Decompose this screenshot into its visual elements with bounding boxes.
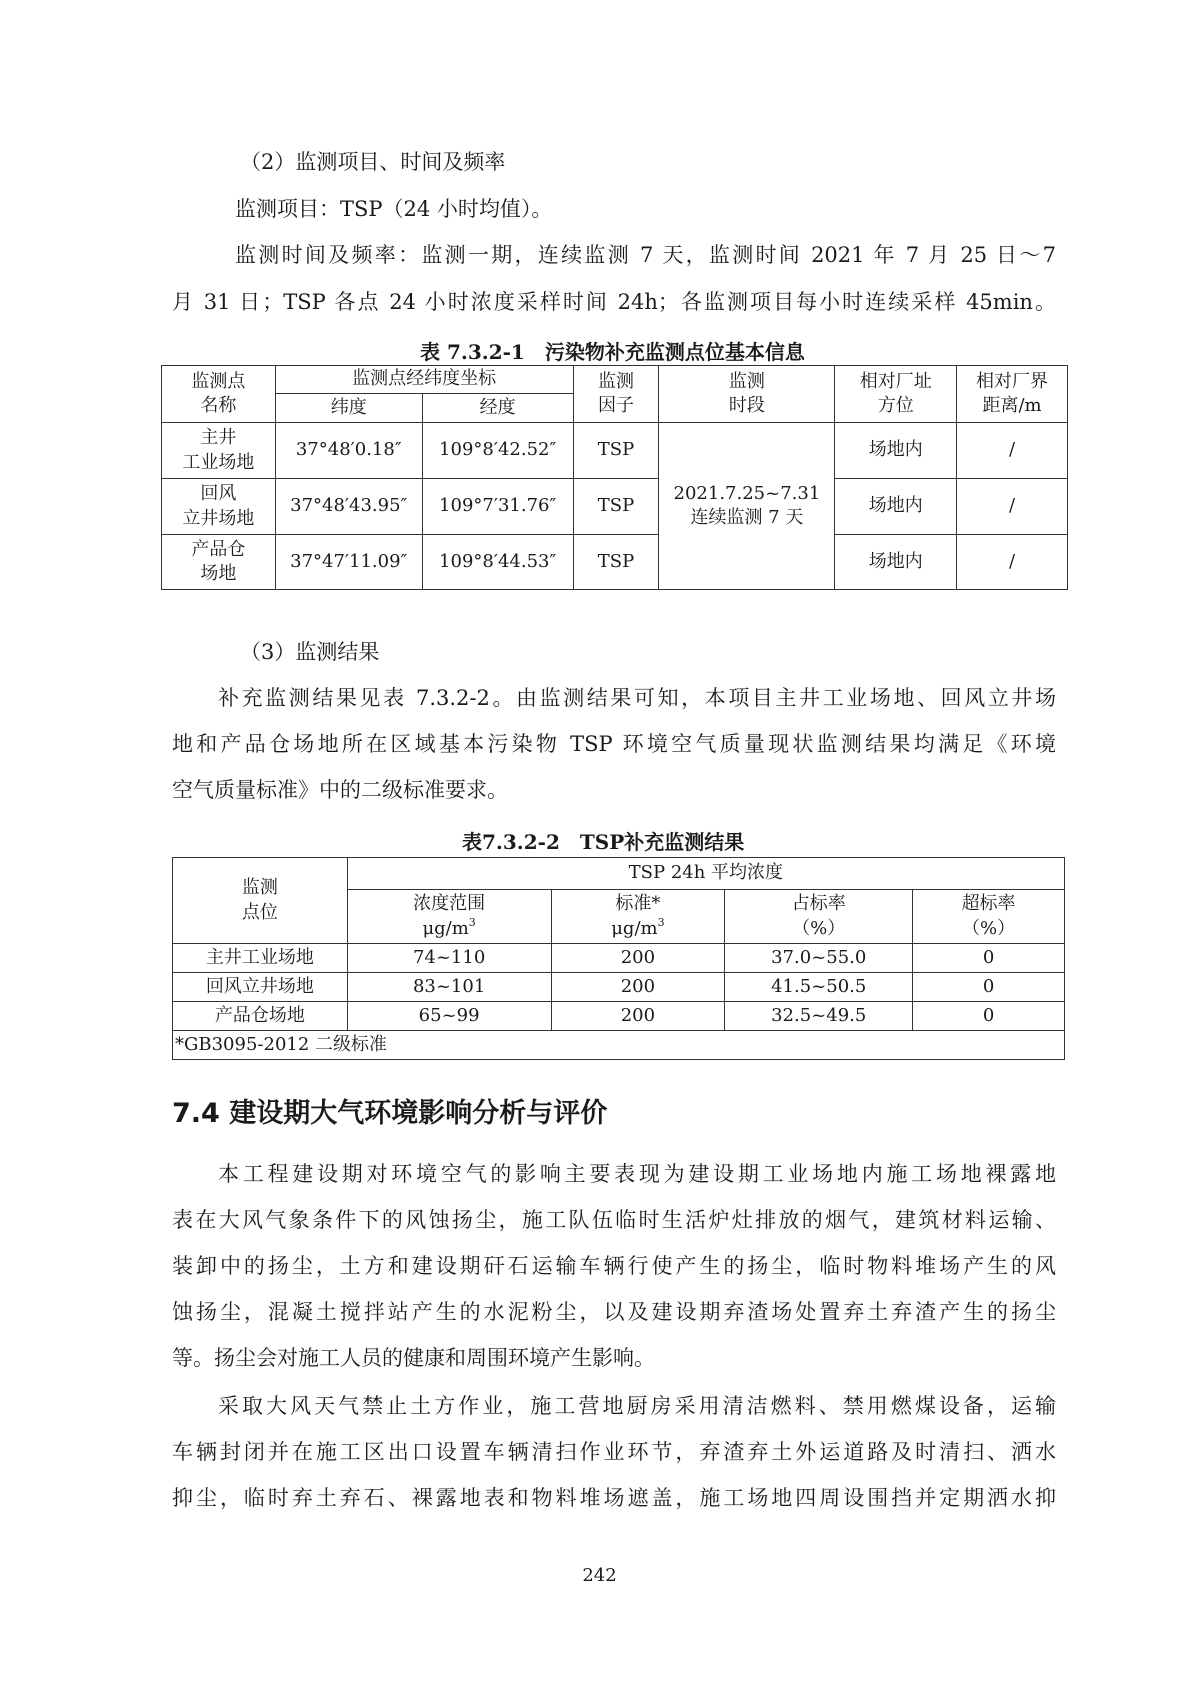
cell-distance: / (957, 535, 1068, 590)
table2-tsp-results (172, 857, 1065, 1060)
cell-point-name: 产品仓 场地 (162, 535, 276, 590)
cell-ratio: 37.0~55.0 (725, 944, 913, 973)
cell-site: 产品仓场地 (173, 1002, 348, 1031)
table-row (173, 944, 1065, 973)
cell-factor: TSP (573, 479, 659, 535)
header-direction: 相对厂址 方位 (835, 366, 957, 423)
results-para-line-1: 补充监测结果见表 7.3.2-2。由监测结果可知，本项目主井工业场地、回风立井场 (218, 686, 1056, 710)
para2-line-1: 采取大风天气禁止土方作业，施工营地厨房采用清洁燃料、禁用燃煤设备，运输 (218, 1394, 1056, 1418)
para1-line-5: 等。扬尘会对施工人员的健康和周围环境产生影响。 (172, 1346, 655, 1370)
table-row (173, 1002, 1065, 1031)
cell-direction: 场地内 (835, 479, 957, 535)
header-site: 监测 点位 (173, 858, 348, 944)
section-heading-monitoring-items: （2）监测项目、时间及频率 (240, 150, 506, 174)
header-longitude: 经度 (422, 394, 573, 423)
header-coordinates: 监测点经纬度坐标 (275, 366, 573, 394)
cell-longitude: 109°8′42.52″ (422, 423, 573, 479)
table-row (162, 479, 1068, 535)
cell-latitude: 37°48′43.95″ (275, 479, 422, 535)
para1-line-3: 装卸中的扬尘，土方和建设期矸石运输车辆行使产生的扬尘，临时物料堆场产生的风 (172, 1254, 1056, 1278)
table-row (162, 535, 1068, 590)
cell-standard: 200 (551, 944, 725, 973)
para1-line-4: 蚀扬尘，混凝土搅拌站产生的水泥粉尘，以及建设期弃渣场处置弃土弃渣产生的扬尘 (172, 1300, 1056, 1324)
cell-factor: TSP (573, 535, 659, 590)
cell-distance: / (957, 479, 1068, 535)
cell-latitude: 37°48′0.18″ (275, 423, 422, 479)
cell-standard: 200 (551, 1002, 725, 1031)
results-para-line-3: 空气质量标准》中的二级标准要求。 (172, 778, 508, 802)
header-distance: 相对厂界 距离/m (957, 366, 1068, 423)
cell-exceed: 0 (913, 944, 1065, 973)
cell-distance: / (957, 423, 1068, 479)
table1-caption: 表 7.3.2-1 污染物补充监测点位基本信息 (420, 340, 805, 364)
monitoring-time-line-1: 监测时间及频率：监测一期，连续监测 7 天，监测时间 2021 年 7 月 25 日～7 (235, 243, 1056, 267)
cell-point-name: 回风 立井场地 (162, 479, 276, 535)
cell-period-merged: 2021.7.25~7.31 连续监测 7 天 (659, 423, 835, 590)
header-range: 浓度范围 $\mu g/m^3$ (347, 890, 551, 944)
table2-caption: 表7.3.2-2 TSP补充监测结果 (462, 830, 745, 854)
header-standard: 标准* $\mu g/m^3$ (551, 890, 725, 944)
para2-line-3: 抑尘，临时弃土弃石、裸露地表和物料堆场遮盖，施工场地四周设围挡并定期洒水抑 (172, 1486, 1056, 1510)
para2-line-2: 车辆封闭并在施工区出口设置车辆清扫作业环节，弃渣弃土外运道路及时清扫、洒水 (172, 1440, 1056, 1464)
monitoring-item-text: 监测项目：TSP（24 小时均值）。 (235, 197, 553, 221)
header-period: 监测 时段 (659, 366, 835, 423)
cell-latitude: 37°47′11.09″ (275, 535, 422, 590)
cell-exceed: 0 (913, 973, 1065, 1002)
table-row (162, 423, 1068, 479)
cell-direction: 场地内 (835, 535, 957, 590)
header-factor: 监测 因子 (573, 366, 659, 423)
table2-footnote: *GB3095-2012 二级标准 (173, 1031, 1065, 1060)
cell-range: 74~110 (347, 944, 551, 973)
cell-ratio: 41.5~50.5 (725, 973, 913, 1002)
cell-site: 回风立井场地 (173, 973, 348, 1002)
header-exceed: 超标率 （%） (913, 890, 1065, 944)
cell-factor: TSP (573, 423, 659, 479)
cell-longitude: 109°7′31.76″ (422, 479, 573, 535)
cell-direction: 场地内 (835, 423, 957, 479)
para1-line-2: 表在大风气象条件下的风蚀扬尘，施工队伍临时生活炉灶排放的烟气，建筑材料运输、 (172, 1208, 1056, 1232)
cell-range: 65~99 (347, 1002, 551, 1031)
para1-line-1: 本工程建设期对环境空气的影响主要表现为建设期工业场地内施工场地裸露地 (218, 1162, 1056, 1186)
table1-monitoring-points (161, 365, 1068, 590)
header-ratio: 占标率 （%） (725, 890, 913, 944)
page-number: 242 (582, 1565, 617, 1586)
header-tsp-group: TSP 24h 平均浓度 (347, 858, 1064, 890)
header-point-name: 监测点 名称 (162, 366, 276, 423)
cell-exceed: 0 (913, 1002, 1065, 1031)
table-row (173, 973, 1065, 1002)
cell-ratio: 32.5~49.5 (725, 1002, 913, 1031)
monitoring-time-line-2: 月 31 日；TSP 各点 24 小时浓度采样时间 24h；各监测项目每小时连续采样 45min。 (172, 290, 1056, 314)
cell-point-name: 主井 工业场地 (162, 423, 276, 479)
cell-range: 83~101 (347, 973, 551, 1002)
results-para-line-2: 地和产品仓场地所在区域基本污染物 TSP 环境空气质量现状监测结果均满足《环境 (172, 732, 1056, 756)
section-heading-results: （3）监测结果 (240, 640, 380, 664)
cell-site: 主井工业场地 (173, 944, 348, 973)
header-latitude: 纬度 (275, 394, 422, 423)
cell-standard: 200 (551, 973, 725, 1002)
cell-longitude: 109°8′44.53″ (422, 535, 573, 590)
section-heading-7-4: 7.4 建设期大气环境影响分析与评价 (172, 1098, 608, 1129)
